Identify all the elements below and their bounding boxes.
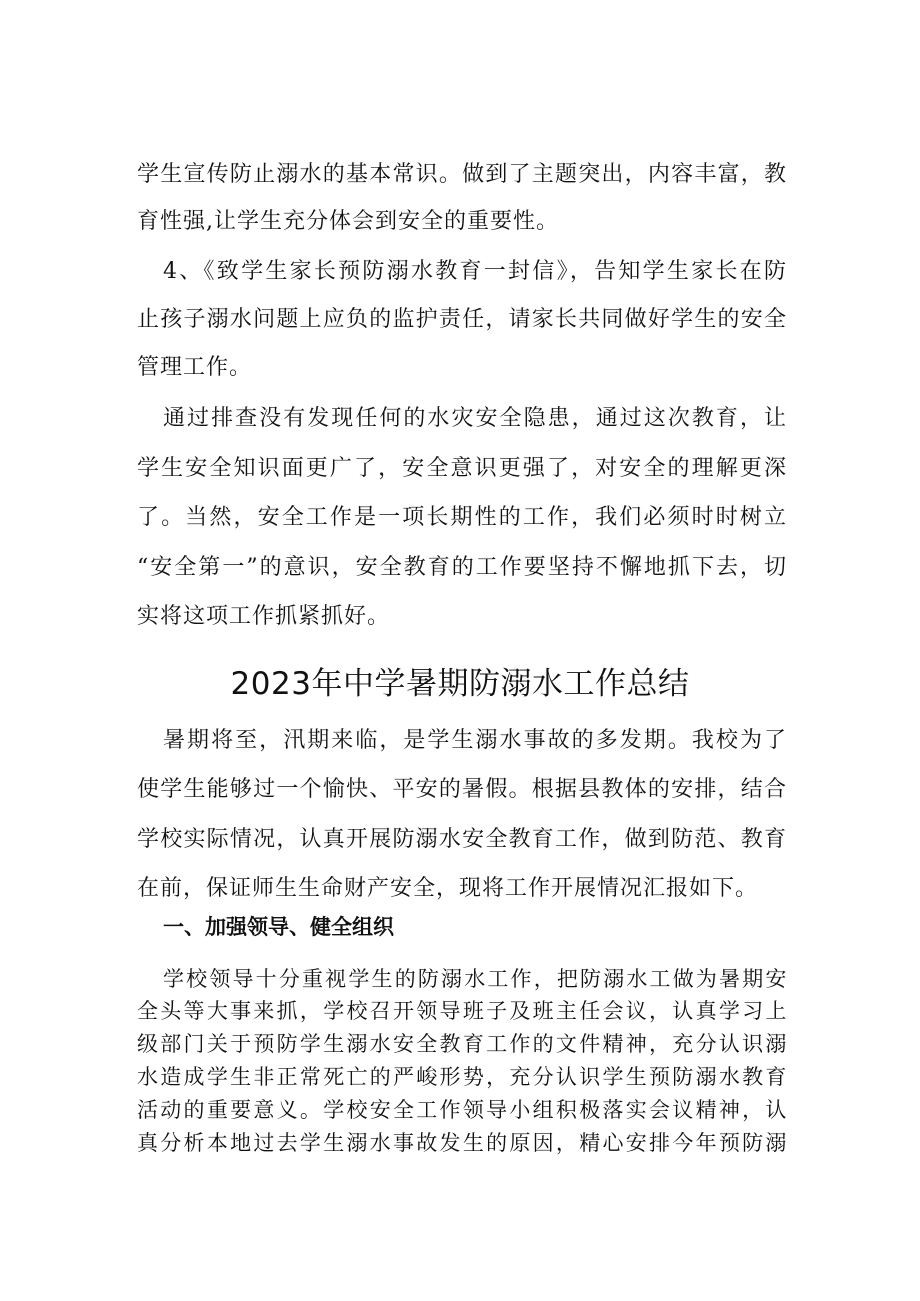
intro-line: 使学生能够过一个愉快、平安的暑假。根据县教体的安排，结合: [137, 777, 787, 802]
intro-line: 学校实际情况，认真开展防溺水安全教育工作，做到防范、教育: [137, 827, 787, 852]
paragraph-line: 育性强,让学生充分体会到安全的重要性。: [137, 209, 559, 234]
section-line: 学校领导十分重视学生的防溺水工作，把防溺水工做为暑期安: [163, 967, 787, 991]
paragraph-line: 实将这项工作抓紧抓好。: [137, 604, 391, 629]
intro-line: 在前，保证师生生命财产安全，现将工作开展情况汇报如下。: [137, 876, 759, 901]
paragraph-line: 通过排查没有发现任何的水灾安全隐患，通过这次教育，让: [163, 406, 787, 431]
section-line: 全头等大事来抓，学校召开领导班子及班主任会议，认真学习上: [137, 999, 787, 1023]
paragraph-line: 止孩子溺水问题上应负的监护责任，请家长共同做好学生的安全: [137, 307, 787, 332]
section-line: 真分析本地过去学生溺水事故发生的原因，精心安排今年预防溺: [137, 1131, 787, 1155]
section-line: 水造成学生非正常死亡的严峻形势，充分认识学生预防溺水教育: [137, 1065, 787, 1089]
paragraph-line: 管理工作。: [137, 355, 253, 380]
section-heading: 一、加强领导、健全组织: [163, 915, 394, 939]
paragraph-line: “安全第一”的意识，安全教育的工作要坚持不懈地抓下去，切: [137, 555, 787, 580]
paragraph-line: 4、《致学生家长预防溺水教育一封信》，告知学生家长在防: [163, 259, 787, 284]
section-line: 级部门关于预防学生溺水安全教育工作的文件精神，充分认识溺: [137, 1032, 787, 1056]
paragraph-line: 学生宣传防止溺水的基本常识。做到了主题突出，内容丰富，教: [137, 162, 787, 187]
paragraph-line: 学生安全知识面更广了，安全意识更强了，对安全的理解更深: [137, 456, 787, 481]
paragraph-line: 了。当然，安全工作是一项长期性的工作，我们必须时时树立: [137, 505, 787, 530]
article-title: 2023年中学暑期防溺水工作总结: [230, 666, 690, 702]
section-line: 活动的重要意义。学校安全工作领导小组积极落实会议精神，认: [137, 1098, 787, 1122]
intro-line: 暑期将至，汛期来临，是学生溺水事故的多发期。我校为了: [163, 728, 787, 753]
